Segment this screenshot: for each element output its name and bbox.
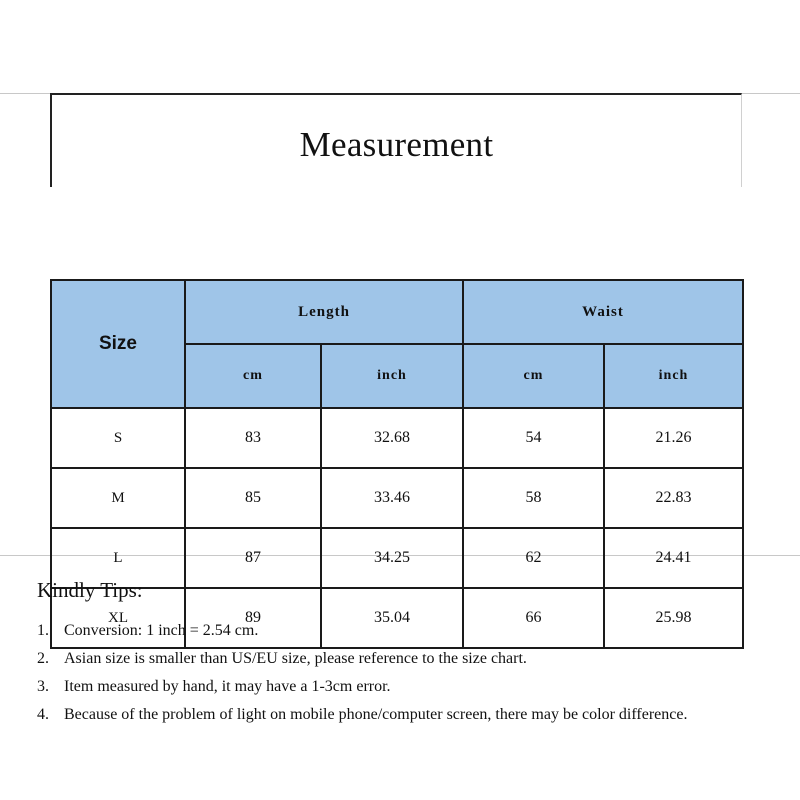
list-item xyxy=(37,701,757,729)
unit-header: inch xyxy=(321,344,463,408)
unit-header: inch xyxy=(604,344,743,408)
size-header: Size xyxy=(51,280,185,408)
waist-cm-cell: 54 xyxy=(463,408,604,468)
title-box xyxy=(50,93,742,187)
waist-inch-cell: 25.98 xyxy=(604,588,743,648)
list-text: Item measured by hand, it may have a 1-3cm error. xyxy=(64,678,391,695)
tips-list xyxy=(37,617,757,729)
length-inch-cell: 34.25 xyxy=(321,528,463,588)
length-inch-cell: 32.68 xyxy=(321,408,463,468)
waist-inch-cell: 24.41 xyxy=(604,528,743,588)
unit-header: cm xyxy=(185,344,321,408)
waist-inch-cell: 22.83 xyxy=(604,468,743,528)
list-item xyxy=(37,645,757,673)
list-text: Because of the problem of light on mobile phone/computer screen, there may be color difference. xyxy=(64,706,688,723)
unit-header: cm xyxy=(463,344,604,408)
length-inch-cell: 35.04 xyxy=(321,588,463,648)
size-cell: M xyxy=(51,468,185,528)
waist-header: Waist xyxy=(463,280,743,344)
length-cm-cell: 89 xyxy=(185,588,321,648)
length-inch-cell: 33.46 xyxy=(321,468,463,528)
length-cm-cell: 87 xyxy=(185,528,321,588)
table-row xyxy=(51,468,743,528)
length-cm-cell: 83 xyxy=(185,408,321,468)
table-row xyxy=(51,408,743,468)
waist-cm-cell: 62 xyxy=(463,528,604,588)
list-text: Asian size is smaller than US/EU size, please reference to the size chart. xyxy=(64,650,527,667)
tips-title: Kindly Tips: xyxy=(37,578,143,602)
page-title: Measurement xyxy=(299,125,494,164)
waist-cm-cell: 66 xyxy=(463,588,604,648)
list-number: 3. xyxy=(37,678,49,695)
header-row-groups xyxy=(51,280,743,344)
size-cell: L xyxy=(51,528,185,588)
list-item xyxy=(37,673,757,701)
list-item xyxy=(37,617,757,645)
list-text: Conversion: 1 inch = 2.54 cm. xyxy=(64,622,259,639)
list-number: 4. xyxy=(37,706,49,723)
waist-cm-cell: 58 xyxy=(463,468,604,528)
length-header: Length xyxy=(185,280,463,344)
list-number: 2. xyxy=(37,650,49,667)
size-cell: XL xyxy=(51,588,185,648)
length-cm-cell: 85 xyxy=(185,468,321,528)
waist-inch-cell: 21.26 xyxy=(604,408,743,468)
tips-section xyxy=(37,578,757,729)
list-number: 1. xyxy=(37,622,49,639)
size-cell: S xyxy=(51,408,185,468)
